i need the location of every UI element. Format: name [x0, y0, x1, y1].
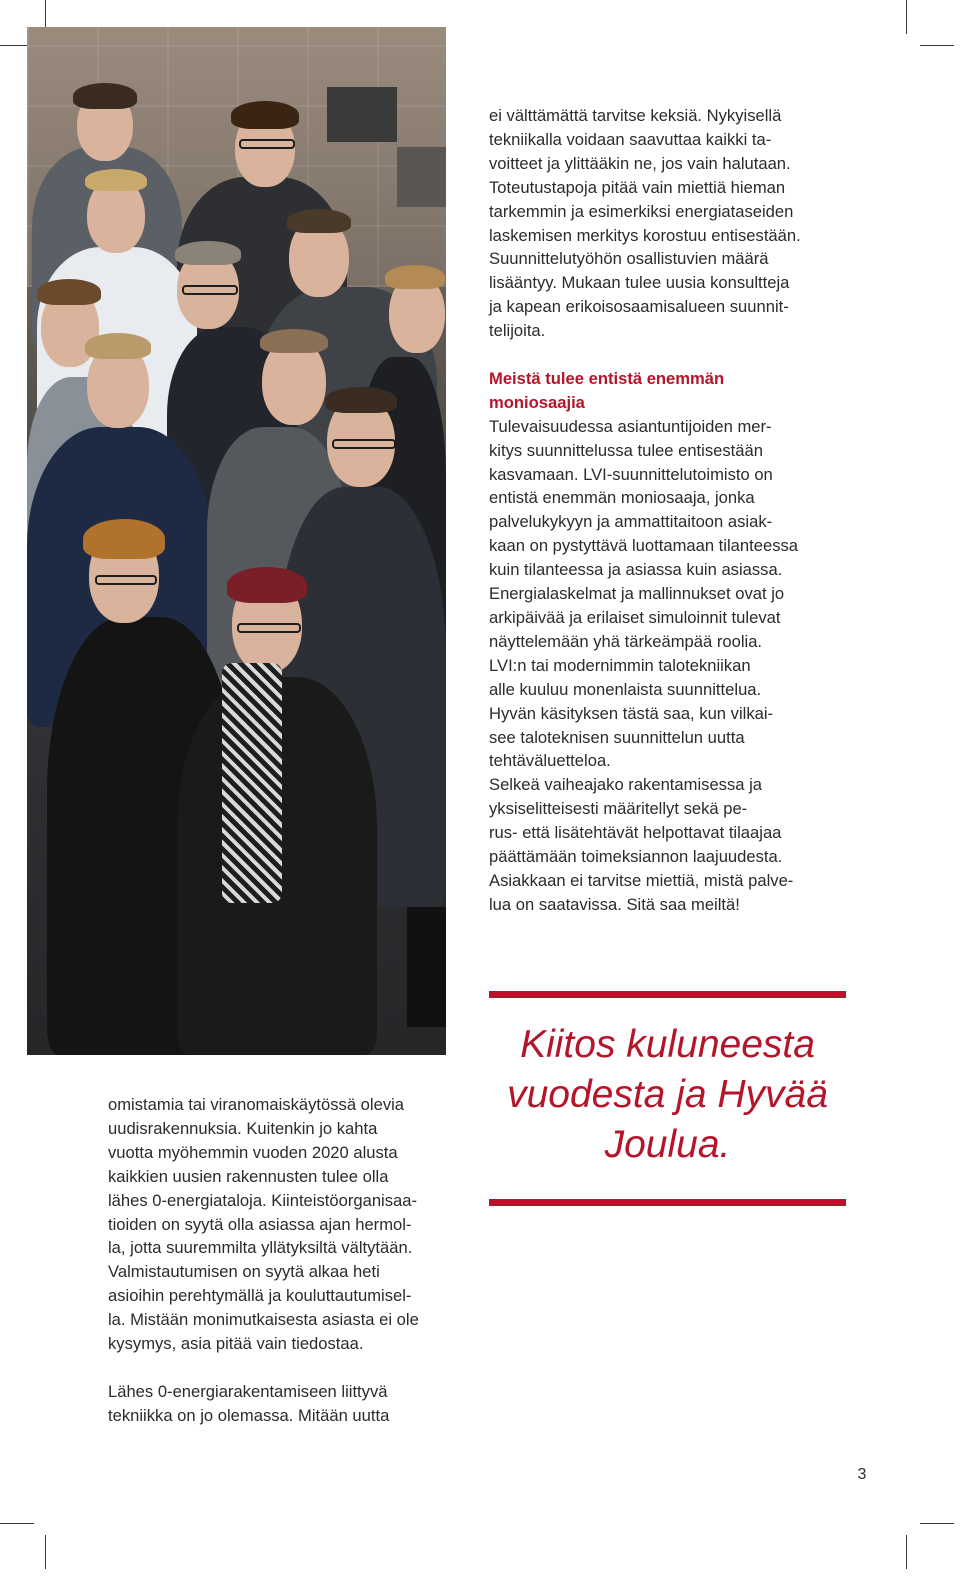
text-line: uudisrakennuksia. Kuitenkin jo kahta: [108, 1118, 378, 1138]
text-line: alle kuuluu monenlaista suunnittelua.: [489, 679, 762, 699]
crop-mark: [45, 1535, 46, 1569]
greeting-line: Joulua.: [604, 1123, 731, 1166]
photo-floor-tile: [397, 147, 446, 207]
text-line: Tulevaisuudessa asiantuntijoiden mer-: [489, 416, 772, 436]
text-line: päättämään toimeksiannon laajuudesta.: [489, 847, 783, 867]
photo-floor-tile: [327, 87, 397, 142]
greeting-line: Kiitos kuluneesta: [520, 1023, 815, 1066]
text-line: telijoita.: [489, 321, 546, 341]
crop-mark: [0, 1523, 34, 1524]
text-line: näyttelemään yhä tärkeämpää roolia.: [489, 631, 763, 651]
text-line: kasvamaan. LVI-suunnittelutoimisto on: [489, 464, 773, 484]
text-line: Toteutustapoja pitää vain miettiä hieman: [489, 177, 786, 197]
text-line: Asiakkaan ei tarvitse miettiä, mistä palve-: [489, 870, 794, 890]
greeting-rule-top: [489, 991, 846, 998]
text-line: la. Mistään monimutkaisesta asiasta ei ole: [108, 1310, 419, 1330]
text-line: tarkemmin ja esimerkiksi energiataseiden: [489, 201, 794, 221]
greeting-rule-bottom: [489, 1199, 846, 1206]
text-line: tekniikka on jo olemassa. Mitään uutta: [108, 1405, 390, 1425]
text-line: la, jotta suuremmilta yllätyksiltä vältytään.: [108, 1238, 413, 1258]
text-line: voitteet ja ylittääkin ne, jos vain halutaan.: [489, 153, 791, 173]
text-line: tehtäväluetteloa.: [489, 751, 611, 771]
section-subheading: [489, 367, 849, 415]
text-line: Hyvän käsityksen tästä saa, kun vilkai-: [489, 703, 774, 723]
text-line: yksiselitteisesti määritellyt sekä pe-: [489, 799, 748, 819]
text-line: Energialaskelmat ja mallinnukset ovat jo: [489, 584, 785, 604]
group-photo: [27, 27, 446, 1055]
text-line: kysymys, asia pitää vain tiedostaa.: [108, 1334, 364, 1354]
text-line: Selkeä vaiheajako rakentamisessa ja: [489, 775, 763, 795]
text-line: Lähes 0-energiarakentamiseen liittyvä: [108, 1381, 388, 1401]
text-line: rus- että lisätehtävät helpottavat tilaajaa: [489, 823, 782, 843]
text-line: kitys suunnittelussa tulee entisestään: [489, 440, 763, 460]
text-line: Meistä tulee entistä enemmän: [489, 368, 725, 388]
text-line: Valmistautumisen on syytä alkaa heti: [108, 1262, 380, 1282]
text-line: vuotta myöhemmin vuoden 2020 alusta: [108, 1142, 398, 1162]
paragraph: [489, 104, 849, 343]
text-line: kuin tilanteessa ja asiassa kuin asiassa.: [489, 560, 783, 580]
text-line: LVI:n tai modernimmin talotekniikan: [489, 655, 751, 675]
greeting-line: vuodesta ja Hyvää: [507, 1073, 828, 1116]
text-line: tekniikalla voidaan saavuttaa kaikki ta-: [489, 129, 772, 149]
text-line: ei välttämättä tarvitse keksiä. Nykyisellä: [489, 106, 782, 125]
text-line: Suunnittelutyöhön osallistuvien määrä: [489, 249, 769, 269]
text-line: moniosaajia: [489, 392, 585, 412]
text-line: kaan on pystyttävä luottamaan tilanteessa: [489, 536, 799, 556]
paragraph: [108, 1380, 468, 1428]
text-line: kaikkien uusien rakennusten tulee olla: [108, 1166, 389, 1186]
article-right-column: [489, 104, 849, 917]
text-line: lua on saatavissa. Sitä saa meiltä!: [489, 894, 740, 914]
text-line: arkipäivää ja erilaiset simuloinnit tulevat: [489, 608, 781, 628]
article-left-column: [108, 1093, 468, 1428]
crop-mark: [920, 1523, 954, 1524]
crop-mark: [906, 1535, 907, 1569]
crop-mark: [906, 0, 907, 34]
christmas-greeting: [489, 1020, 846, 1170]
text-line: omistamia tai viranomaiskäytössä olevia: [108, 1095, 405, 1114]
text-line: see taloteknisen suunnittelun uutta: [489, 727, 745, 747]
text-line: palvelukykyyn ja ammattitaitoon asiak-: [489, 512, 773, 532]
photo-floor-tile: [407, 907, 446, 1027]
text-line: laskemisen merkitys korostuu entisestään.: [489, 225, 801, 245]
paragraph: [489, 415, 849, 917]
text-line: asioihin perehtymällä ja kouluttautumisel-: [108, 1286, 412, 1306]
paragraph: [108, 1093, 468, 1356]
crop-mark: [920, 45, 954, 46]
text-line: tioiden on syytä olla asiassa ajan hermol-: [108, 1214, 412, 1234]
text-line: lisääntyy. Mukaan tulee uusia konsultteja: [489, 273, 790, 293]
text-line: ja kapean erikoisosaamisalueen suunnit-: [489, 297, 789, 317]
text-line: entistä enemmän moniosaaja, jonka: [489, 488, 755, 508]
page-number: 3: [857, 1466, 867, 1483]
text-line: lähes 0-energiataloja. Kiinteistöorganisaa-: [108, 1190, 418, 1210]
